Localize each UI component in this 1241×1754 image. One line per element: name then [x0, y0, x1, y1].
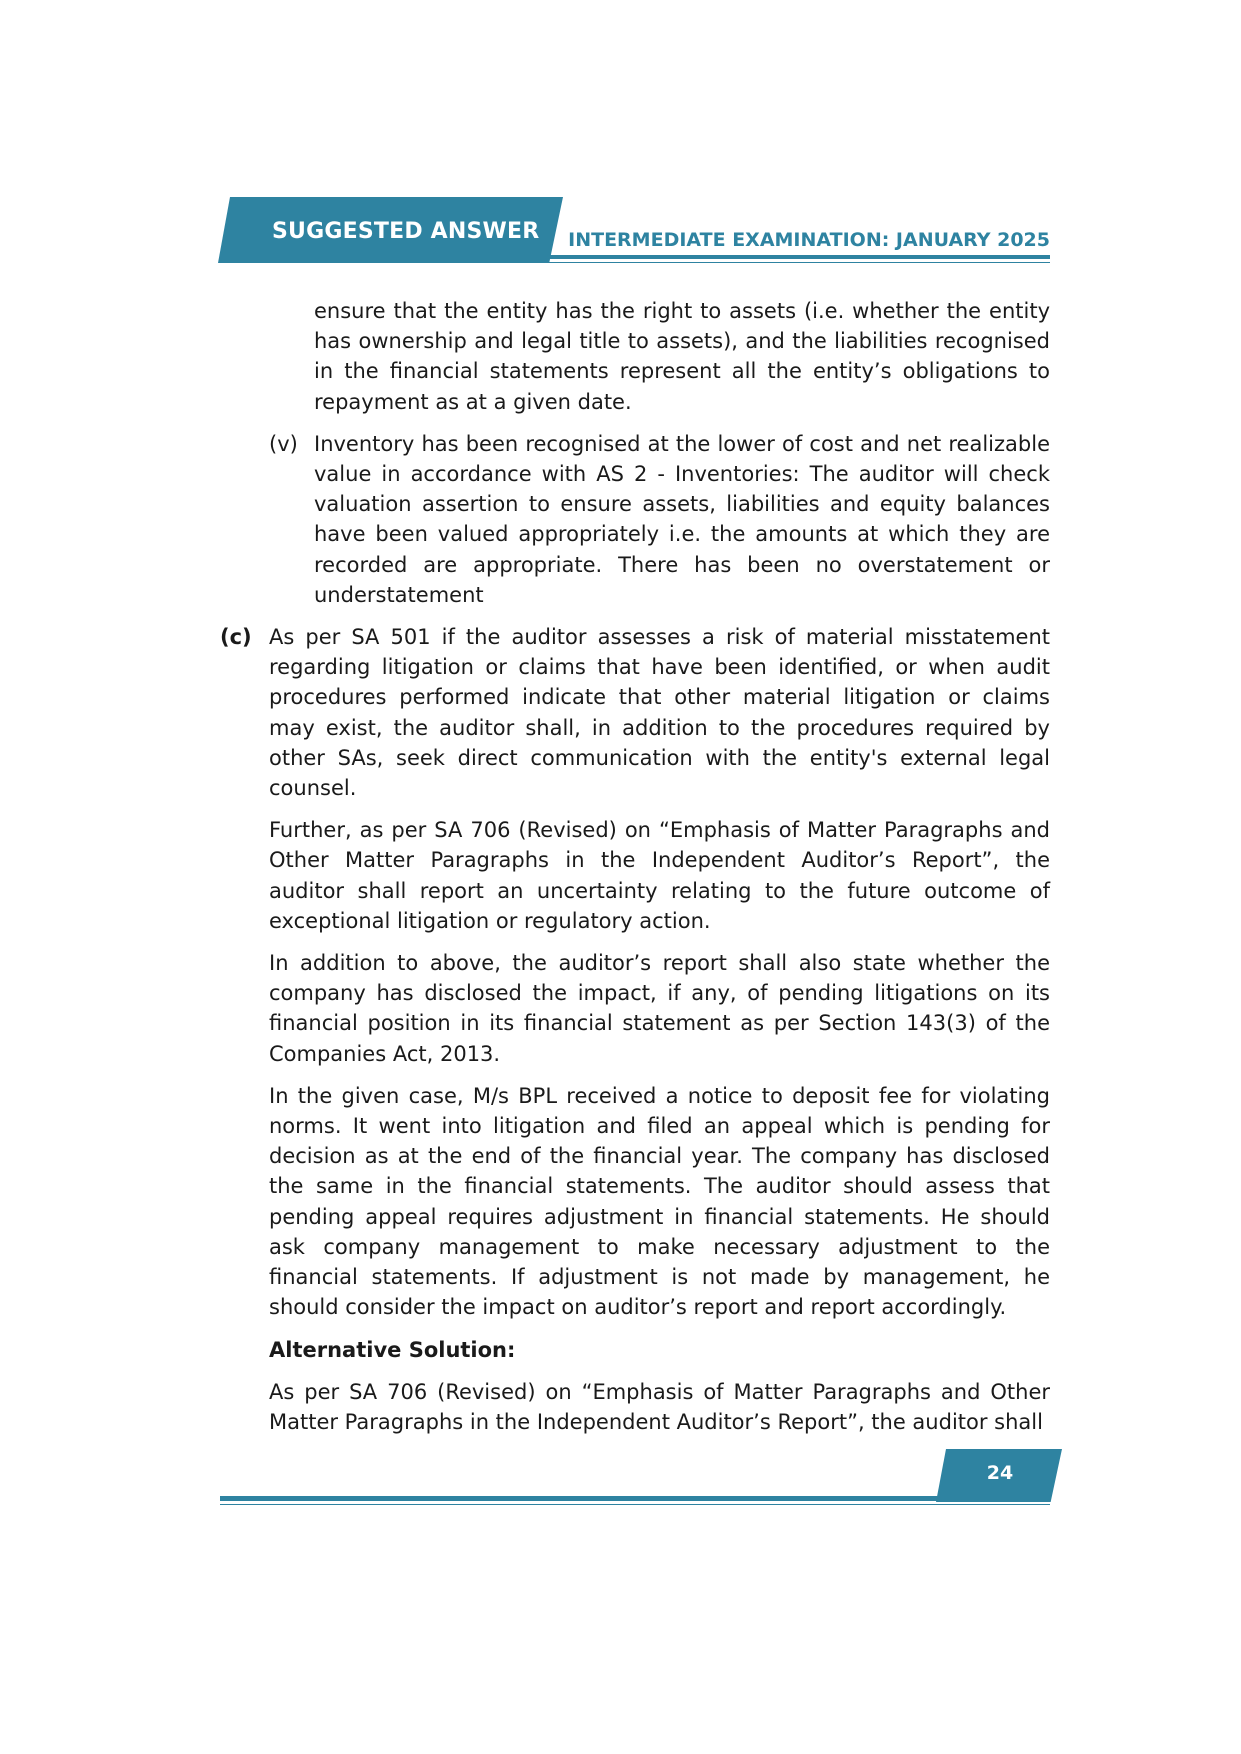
header-tab-label: SUGGESTED ANSWER	[272, 219, 540, 244]
header-rule	[544, 255, 1050, 259]
header-rule-thin	[544, 262, 1050, 263]
alternative-paragraph: As per SA 706 (Revised) on “Emphasis of Matter Paragraphs and Other Matter Paragraphs in the Independent Auditor’s Report”, the auditor shall	[269, 1379, 1050, 1434]
answer-body	[220, 296, 1050, 1449]
answer-part-c	[220, 622, 1050, 803]
paragraph: Further, as per SA 706 (Revised) on “Emphasis of Matter Paragraphs and Other Matter Paragraphs in the Independent Auditor’s Report”, the auditor shall report an uncertainty relating to the future outcome of exceptional litigation or regulatory action.	[269, 818, 1050, 933]
footer-rule	[220, 1496, 1050, 1501]
paragraph: In the given case, M/s BPL received a notice to deposit fee for violating norms. It went into litigation and filed an appeal which is pending for decision as at the end of the financial year. The company has disclosed the same in the financial statements. The auditor should assess that pending appeal requires adjustment in financial statements. He should ask company management to make necessary adjustment to the financial statements. If adjustment is not made by management, he should consider the impact on auditor’s report and report accordingly.	[269, 1083, 1050, 1320]
page-number: 24	[986, 1462, 1014, 1484]
footer-rule-thin	[220, 1504, 1050, 1505]
list-marker: (v)	[269, 431, 298, 456]
exam-title: INTERMEDIATE EXAMINATION: JANUARY 2025	[568, 229, 1050, 251]
alternative-solution-heading: Alternative Solution:	[269, 1337, 516, 1362]
paragraph: In addition to above, the auditor’s report shall also state whether the company has disclosed the impact, if any, of pending litigations on its financial position in its financial statement as per Section 143(3) of the Companies Act, 2013.	[269, 951, 1050, 1066]
part-marker: (c)	[220, 625, 252, 650]
part-text: As per SA 501 if the auditor assesses a risk of material misstatement regarding litigation or claims that have been identified, or when audit procedures performed indicate that other material litigation or claims may exist, the auditor shall, in addition to the procedures required by other SAs, seek direct communication with the entity's external legal counsel.	[269, 625, 1050, 801]
list-item-text: Inventory has been recognised at the lower of cost and net realizable value in accordance with AS 2 - Inventories: The auditor will check valuation assertion to ensure assets, liabilities and equity balances have been valued appropriately i.e. the amounts at which they are recorded are appropriate. There has been no overstatement or understatement	[314, 431, 1050, 607]
continued-paragraph: ensure that the entity has the right to assets (i.e. whether the entity has ownership and legal title to assets), and the liabilities recognised in the financial statements represent all the entity’s obligations to repayment as at a given date.	[314, 299, 1050, 414]
list-item-v	[220, 429, 1050, 610]
